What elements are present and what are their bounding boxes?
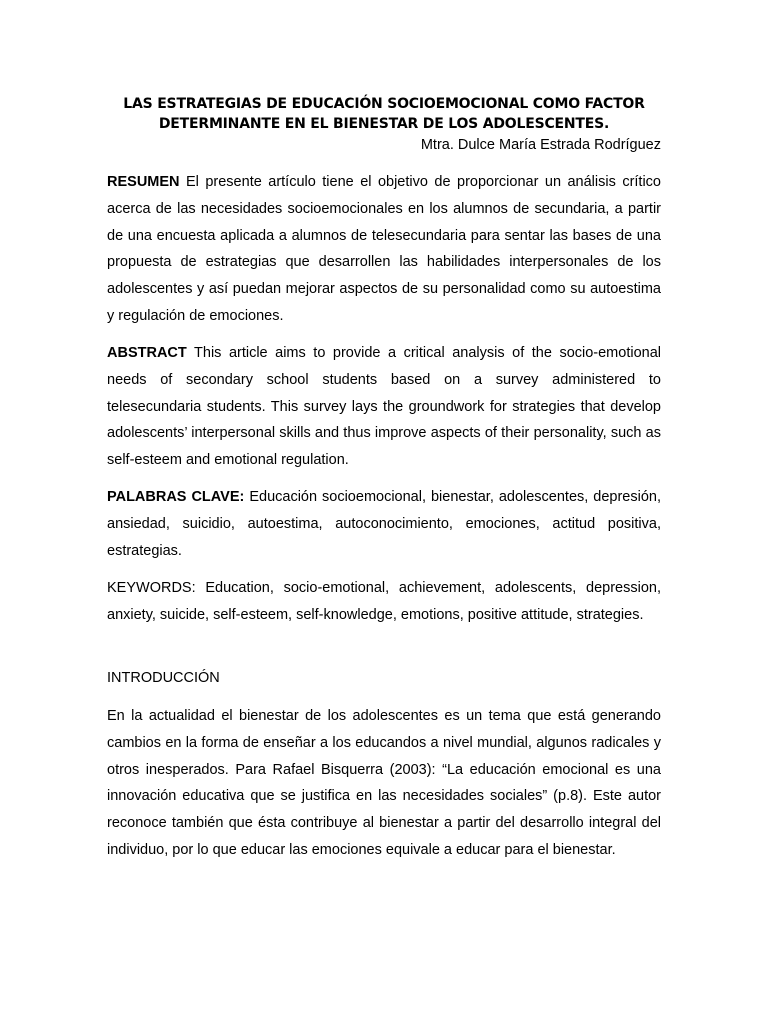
title-line-2: DETERMINANTE EN EL BIENESTAR DE LOS ADOLESCENTES.	[158, 116, 610, 132]
document-title	[107, 94, 661, 134]
palabras-clave-text: Educación socioemocional, bienestar, adolescentes, depresión, ansiedad, suicidio, autoestima, autoconocimiento, emociones, actitud positiva, estrategias.	[107, 489, 661, 559]
abstract-label: ABSTRACT	[107, 345, 187, 361]
abstract-paragraph	[107, 340, 661, 474]
resumen-label: RESUMEN	[107, 174, 180, 190]
introduccion-text: En la actualidad el bienestar de los adolescentes es un tema que está generando cambios en la forma de enseñar a los educandos a nivel mundial, algunos radicales y otros inesperados. Para Rafael Bisquerra (2003): “La educación emocional es una innovación educativa que se justifica en las necesidades sociales” (p.8). Este autor reconoce también que ésta contribuye al bienestar a partir del desarrollo integral del individuo, por lo que educar las emociones equivale a educar para el bienestar.	[107, 708, 661, 858]
abstract-text: This article aims to provide a critical analysis of the socio-emotional needs of secondary school students based on a survey administered to telesecundaria students. This survey lays the groundwork for strategies that develop adolescents’ interpersonal skills and thus improve aspects of their personality, such as self-esteem and emotional regulation.	[107, 345, 661, 469]
keywords-paragraph	[107, 575, 661, 629]
resumen-paragraph	[107, 169, 661, 330]
title-line-1: LAS ESTRATEGIAS DE EDUCACIÓN SOCIOEMOCIONAL COMO FACTOR	[123, 96, 645, 112]
palabras-clave-paragraph	[107, 484, 661, 564]
palabras-clave-label: PALABRAS CLAVE:	[107, 489, 245, 505]
author-name: Mtra. Dulce María Estrada Rodríguez	[420, 137, 661, 153]
resumen-text: El presente artículo tiene el objetivo de proporcionar un análisis crítico acerca de las necesidades socioemocionales en los alumnos de secundaria, a partir de una encuesta aplicada a alumnos de telesecundaria para sentar las bases de una propuesta de estrategias que desarrollen las habilidades interpersonales de los adolescentes y así puedan mejorar aspectos de su personalidad como su autoestima y regulación de emociones.	[107, 174, 661, 324]
introduccion-heading: INTRODUCCIÓN	[107, 670, 220, 686]
introduccion-paragraph	[107, 703, 661, 864]
keywords-text: KEYWORDS: Education, socio-emotional, achievement, adolescents, depression, anxiety, suicide, self-esteem, self-knowledge, emotions, positive attitude, strategies.	[107, 580, 661, 623]
